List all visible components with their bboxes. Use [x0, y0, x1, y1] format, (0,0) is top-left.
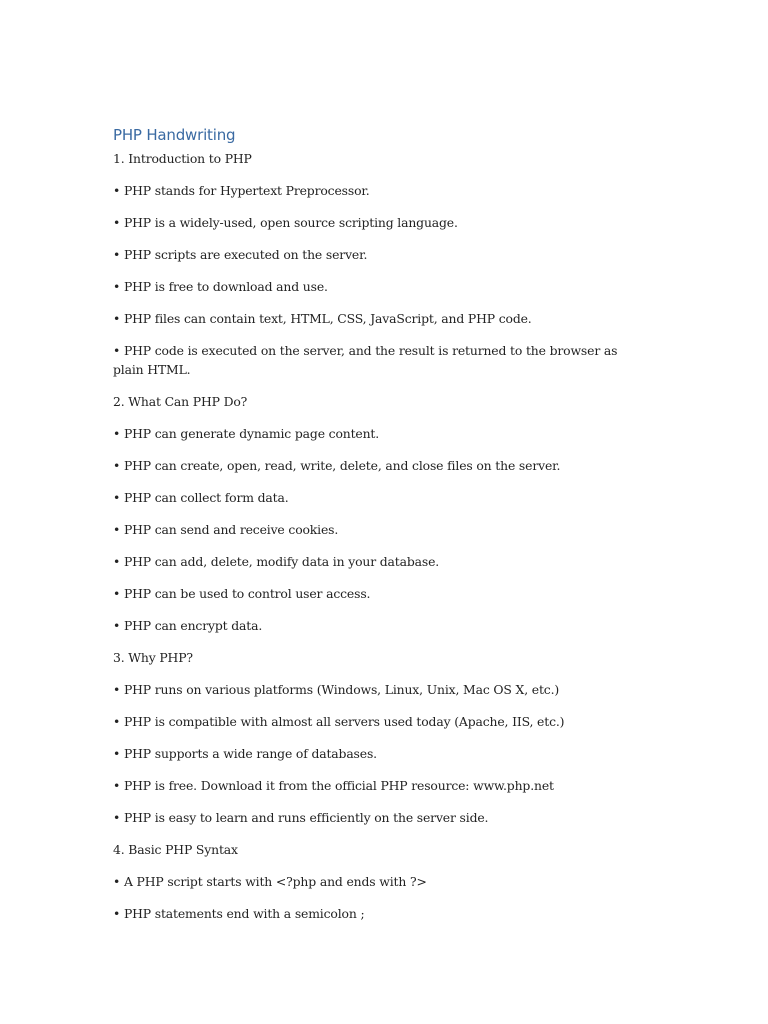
bullet-item: • PHP statements end with a semicolon ; — [113, 906, 365, 921]
bullet-item: • PHP can encrypt data. — [113, 618, 263, 633]
bullet-item: • PHP files can contain text, HTML, CSS, JavaScript, and PHP code. — [113, 311, 532, 326]
bullet-item: • PHP code is executed on the server, and the result is returned to the browser as plain HTML. — [113, 343, 618, 377]
bullet-item: • PHP can create, open, read, write, delete, and close files on the server. — [113, 458, 561, 473]
bullet-item: • PHP is compatible with almost all servers used today (Apache, IIS, etc.) — [113, 714, 565, 729]
bullet-item: • PHP is free to download and use. — [113, 279, 328, 294]
bullet-item: • PHP runs on various platforms (Windows, Linux, Unix, Mac OS X, etc.) — [113, 682, 560, 697]
bullet-item: • PHP can add, delete, modify data in your database. — [113, 554, 440, 569]
bullet-item: • PHP is a widely-used, open source scripting language. — [113, 215, 458, 230]
bullet-item: • PHP can collect form data. — [113, 490, 289, 505]
bullet-item: • PHP is free. Download it from the official PHP resource: www.php.net — [113, 778, 554, 793]
section-heading: 3. Why PHP? — [113, 650, 193, 665]
bullet-item: • PHP scripts are executed on the server. — [113, 247, 368, 262]
document-title: PHP Handwriting — [113, 126, 236, 144]
section-heading: 1. Introduction to PHP — [113, 151, 252, 166]
section-heading: 4. Basic PHP Syntax — [113, 842, 238, 857]
bullet-item: • A PHP script starts with <?php and ends with ?> — [113, 874, 427, 889]
section-heading: 2. What Can PHP Do? — [113, 394, 248, 409]
bullet-item: • PHP stands for Hypertext Preprocessor. — [113, 183, 370, 198]
bullet-item: • PHP can generate dynamic page content. — [113, 426, 380, 441]
document-body — [113, 124, 638, 936]
bullet-item: • PHP can be used to control user access. — [113, 586, 371, 601]
bullet-item: • PHP supports a wide range of databases. — [113, 746, 377, 761]
bullet-item: • PHP is easy to learn and runs efficiently on the server side. — [113, 810, 489, 825]
bullet-item: • PHP can send and receive cookies. — [113, 522, 339, 537]
